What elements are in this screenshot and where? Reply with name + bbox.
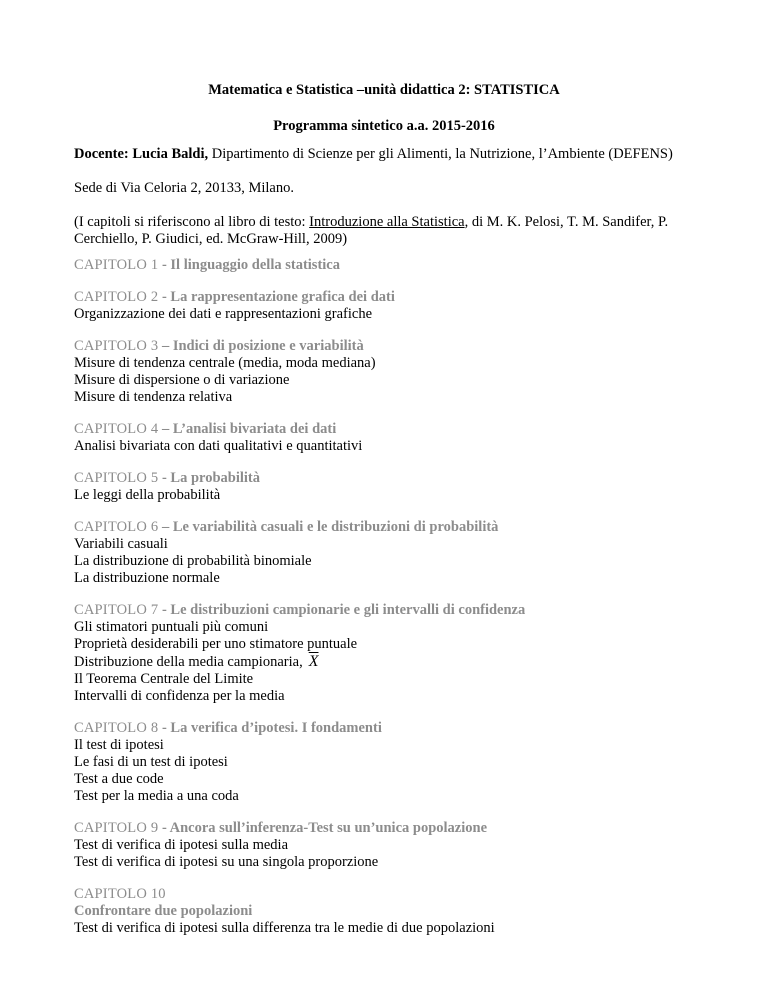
chapter-topic: Misure di tendenza relativa bbox=[74, 389, 233, 405]
docente-label: Docente: Lucia Baldi, bbox=[74, 146, 209, 162]
sede-line: Sede di Via Celoria 2, 20133, Milano. bbox=[74, 180, 294, 196]
chapter-topic: Analisi bivariata con dati qualitativi e quantitativi bbox=[74, 438, 363, 454]
note-prefix: (I capitoli si riferiscono al libro di testo: bbox=[74, 214, 310, 230]
chapter-heading bbox=[74, 820, 714, 837]
chapter-number: CAPITOLO 7 bbox=[74, 602, 159, 618]
chapter-topic: Le fasi di un test di ipotesi bbox=[74, 754, 228, 770]
chapter-number: CAPITOLO 3 bbox=[74, 338, 159, 354]
chapter-title: La rappresentazione grafica dei dati bbox=[170, 289, 395, 305]
chapter-block bbox=[74, 820, 714, 871]
chapter-topic: Variabili casuali bbox=[74, 536, 168, 552]
chapter-number: CAPITOLO 6 bbox=[74, 519, 159, 535]
chapter-block bbox=[74, 470, 714, 504]
chapter-topic: Le leggi della probabilità bbox=[74, 487, 221, 503]
chapter-topic: Test di verifica di ipotesi sulla differenza tra le medie di due popolazioni bbox=[74, 920, 495, 936]
chapter-block bbox=[74, 602, 714, 705]
chapter-title: Ancora sull’inferenza-Test su un’unica popolazione bbox=[169, 820, 488, 836]
chapter-topic: Test di verifica di ipotesi su una singola proporzione bbox=[74, 854, 379, 870]
docente-line bbox=[74, 146, 694, 163]
chapter-topic: Intervalli di confidenza per la media bbox=[74, 688, 285, 704]
chapter-separator: - bbox=[158, 257, 171, 273]
chapter-topic: Gli stimatori puntuali più comuni bbox=[74, 619, 269, 635]
docente-department: Dipartimento di Scienze per gli Alimenti, la Nutrizione, l’Ambiente (DEFENS) bbox=[208, 146, 673, 162]
chapter-heading bbox=[74, 338, 714, 355]
chapter-topic: La distribuzione normale bbox=[74, 570, 220, 586]
note-suffix: , di M. K. Pelosi, T. M. Sandifer, P. Cerchiello, P. Giudici, ed. McGraw-Hill, 2009) bbox=[74, 214, 669, 247]
chapter-heading bbox=[74, 886, 714, 903]
chapter-block bbox=[74, 289, 714, 323]
chapter-title: Indici di posizione e variabilità bbox=[172, 338, 364, 354]
chapter-topic: Misure di dispersione o di variazione bbox=[74, 372, 290, 388]
chapter-topic: Il Teorema Centrale del Limite bbox=[74, 671, 254, 687]
chapter-number: CAPITOLO 5 bbox=[74, 470, 159, 486]
chapter-separator: - bbox=[158, 602, 171, 618]
document-subtitle: Programma sintetico a.a. 2015-2016 bbox=[273, 118, 495, 134]
chapter-topic: Test a due code bbox=[74, 771, 164, 787]
chapter-separator: - bbox=[158, 289, 171, 305]
chapter-number: CAPITOLO 9 bbox=[74, 820, 159, 836]
chapter-title: La probabilità bbox=[170, 470, 260, 486]
chapter-number: CAPITOLO 8 bbox=[74, 720, 159, 736]
chapter-separator: – bbox=[158, 338, 173, 354]
chapter-number: CAPITOLO 2 bbox=[74, 289, 159, 305]
chapter-separator: - bbox=[158, 820, 170, 836]
chapter-separator: - bbox=[158, 720, 171, 736]
chapter-list bbox=[74, 257, 714, 952]
chapter-title: La verifica d’ipotesi. I fondamenti bbox=[170, 720, 382, 736]
chapter-topic: Test di verifica di ipotesi sulla media bbox=[74, 837, 289, 853]
chapter-separator: – bbox=[158, 421, 173, 437]
chapter-topic: Il test di ipotesi bbox=[74, 737, 164, 753]
chapter-number: CAPITOLO 10 bbox=[74, 886, 166, 902]
chapter-block bbox=[74, 886, 714, 937]
chapter-block bbox=[74, 257, 714, 274]
chapter-title: Il linguaggio della statistica bbox=[170, 257, 340, 273]
chapter-block bbox=[74, 338, 714, 406]
chapter-block bbox=[74, 519, 714, 587]
chapter-topic: Organizzazione dei dati e rappresentazioni grafiche bbox=[74, 306, 373, 322]
chapter-title: L’analisi bivariata dei dati bbox=[172, 421, 337, 437]
chapter-topic: La distribuzione di probabilità binomiale bbox=[74, 553, 312, 569]
chapter-title: Le variabilità casuali e le distribuzioni di probabilità bbox=[172, 519, 499, 535]
chapter-heading bbox=[74, 519, 714, 536]
document-title: Matematica e Statistica –unità didattica 2: STATISTICA bbox=[208, 82, 560, 98]
chapter-number: CAPITOLO 1 bbox=[74, 257, 159, 273]
textbook-note bbox=[74, 214, 704, 248]
chapter-topic: Proprietà desiderabili per uno stimatore puntuale bbox=[74, 636, 358, 652]
textbook-title: Introduzione alla Statistica bbox=[309, 214, 465, 230]
chapter-number: CAPITOLO 4 bbox=[74, 421, 159, 437]
chapter-block bbox=[74, 421, 714, 455]
chapter-topic: Distribuzione della media campionaria, $\overline{X}$ bbox=[74, 653, 319, 670]
chapter-heading bbox=[74, 602, 714, 619]
chapter-subheading: Confrontare due popolazioni bbox=[74, 903, 253, 919]
chapter-heading bbox=[74, 289, 714, 306]
sample-mean-symbol: $\overline{X}$ bbox=[308, 653, 319, 670]
chapter-heading bbox=[74, 421, 714, 438]
chapter-heading bbox=[74, 470, 714, 487]
chapter-separator: – bbox=[158, 519, 173, 535]
chapter-topic: Misure di tendenza centrale (media, moda mediana) bbox=[74, 355, 376, 371]
chapter-separator: - bbox=[158, 470, 171, 486]
chapter-topic: Test per la media a una coda bbox=[74, 788, 239, 804]
chapter-block bbox=[74, 720, 714, 805]
chapter-heading bbox=[74, 257, 714, 274]
chapter-title: Le distribuzioni campionarie e gli intervalli di confidenza bbox=[170, 602, 526, 618]
chapter-heading bbox=[74, 720, 714, 737]
